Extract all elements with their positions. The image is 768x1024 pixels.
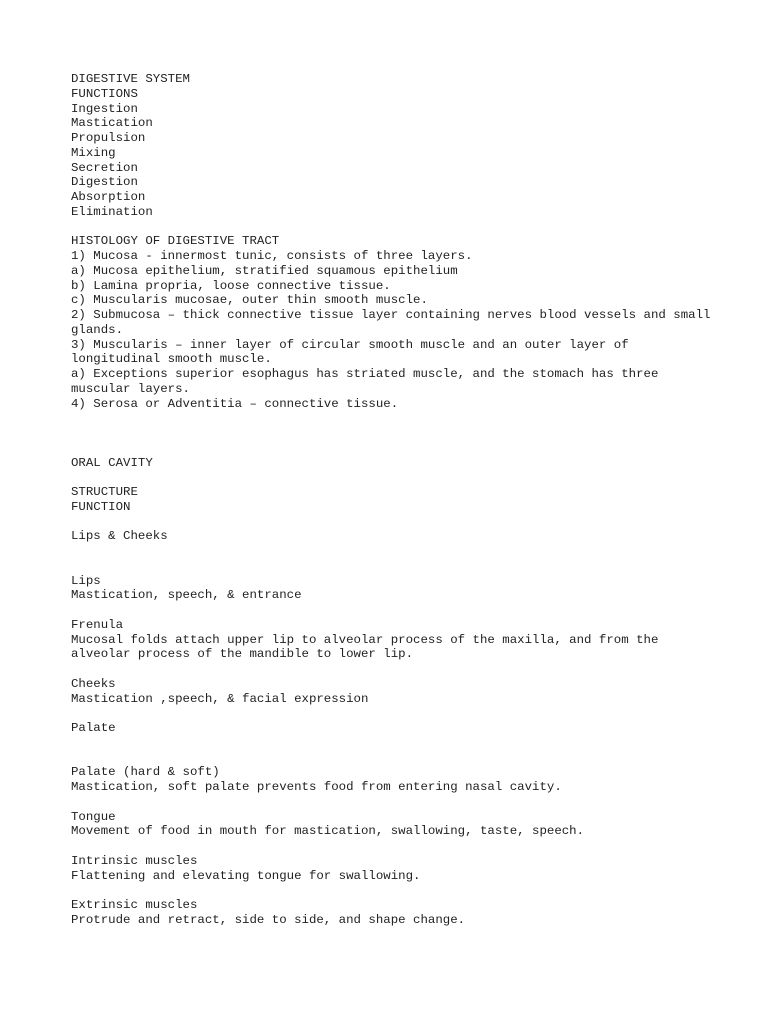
document-title: DIGESTIVE SYSTEM xyxy=(71,72,190,86)
structure-name-frenula: Frenula xyxy=(71,617,124,632)
histology-line: a) Mucosa epithelium, stratified squamous epithelium xyxy=(71,263,458,278)
structure-name-intrinsic-muscles: Intrinsic muscles xyxy=(71,853,198,868)
function-item: Ingestion xyxy=(71,101,138,116)
histology-line: b) Lamina propria, loose connective tissue. xyxy=(71,278,391,293)
structure-desc-lips: Mastication, speech, & entrance xyxy=(71,588,302,603)
structure-desc-cheeks: Mastication ,speech, & facial expression xyxy=(71,691,369,706)
group-heading-palate: Palate xyxy=(71,721,116,735)
structure-label: STRUCTURE xyxy=(71,485,138,499)
function-item: Elimination xyxy=(71,204,153,219)
function-item: Mixing xyxy=(71,145,116,160)
spacer xyxy=(71,544,711,574)
spacer xyxy=(71,470,711,485)
spacer xyxy=(71,883,711,898)
spacer xyxy=(71,603,711,618)
structure-desc-extrinsic-muscles: Protrude and retract, side to side, and shape change. xyxy=(71,912,466,927)
structure-desc-frenula: Mucosal folds attach upper lip to alveolar process of the maxilla, and from the alveolar process of the mandible to lower lip. xyxy=(71,632,666,662)
spacer xyxy=(71,515,711,530)
histology-heading: HISTOLOGY OF DIGESTIVE TRACT xyxy=(71,234,280,249)
spacer xyxy=(71,706,711,721)
histology-line: 4) Serosa or Adventitia – connective tissue. xyxy=(71,396,399,411)
structure-desc-tongue: Movement of food in mouth for mastication, swallowing, taste, speech. xyxy=(71,824,585,839)
functions-heading: FUNCTIONS xyxy=(71,86,138,101)
function-label: FUNCTION xyxy=(71,499,131,514)
histology-line: 3) Muscularis – inner layer of circular smooth muscle and an outer layer of longitudinal smooth muscle. xyxy=(71,337,637,367)
spacer xyxy=(71,662,711,677)
histology-line: 1) Mucosa - innermost tunic, consists of three layers. xyxy=(71,249,473,263)
structure-name-extrinsic-muscles: Extrinsic muscles xyxy=(71,898,198,912)
spacer xyxy=(71,411,711,455)
spacer xyxy=(71,839,711,854)
structure-desc-intrinsic-muscles: Flattening and elevating tongue for swallowing. xyxy=(71,868,421,883)
function-item: Absorption xyxy=(71,190,146,204)
spacer xyxy=(71,736,711,766)
function-item: Digestion xyxy=(71,175,138,190)
spacer xyxy=(71,795,711,810)
histology-line: c) Muscularis mucosae, outer thin smooth muscle. xyxy=(71,293,428,308)
group-heading-lips-cheeks: Lips & Cheeks xyxy=(71,529,168,544)
structure-name-cheeks: Cheeks xyxy=(71,676,116,691)
structure-name-lips: Lips xyxy=(71,573,101,588)
structure-name-palate: Palate (hard & soft) xyxy=(71,765,220,780)
histology-line: a) Exceptions superior esophagus has striated muscle, and the stomach has three muscular layers. xyxy=(71,367,666,396)
structure-name-tongue: Tongue xyxy=(71,809,116,824)
function-item: Mastication xyxy=(71,116,153,131)
structure-desc-palate: Mastication, soft palate prevents food from entering nasal cavity. xyxy=(71,780,562,794)
oral-cavity-heading: ORAL CAVITY xyxy=(71,455,153,470)
histology-line: 2) Submucosa – thick connective tissue layer containing nerves blood vessels and small glands. xyxy=(71,308,718,337)
spacer xyxy=(71,220,711,235)
function-item: Propulsion xyxy=(71,131,146,145)
document-page xyxy=(71,72,718,928)
function-item: Secretion xyxy=(71,160,138,175)
